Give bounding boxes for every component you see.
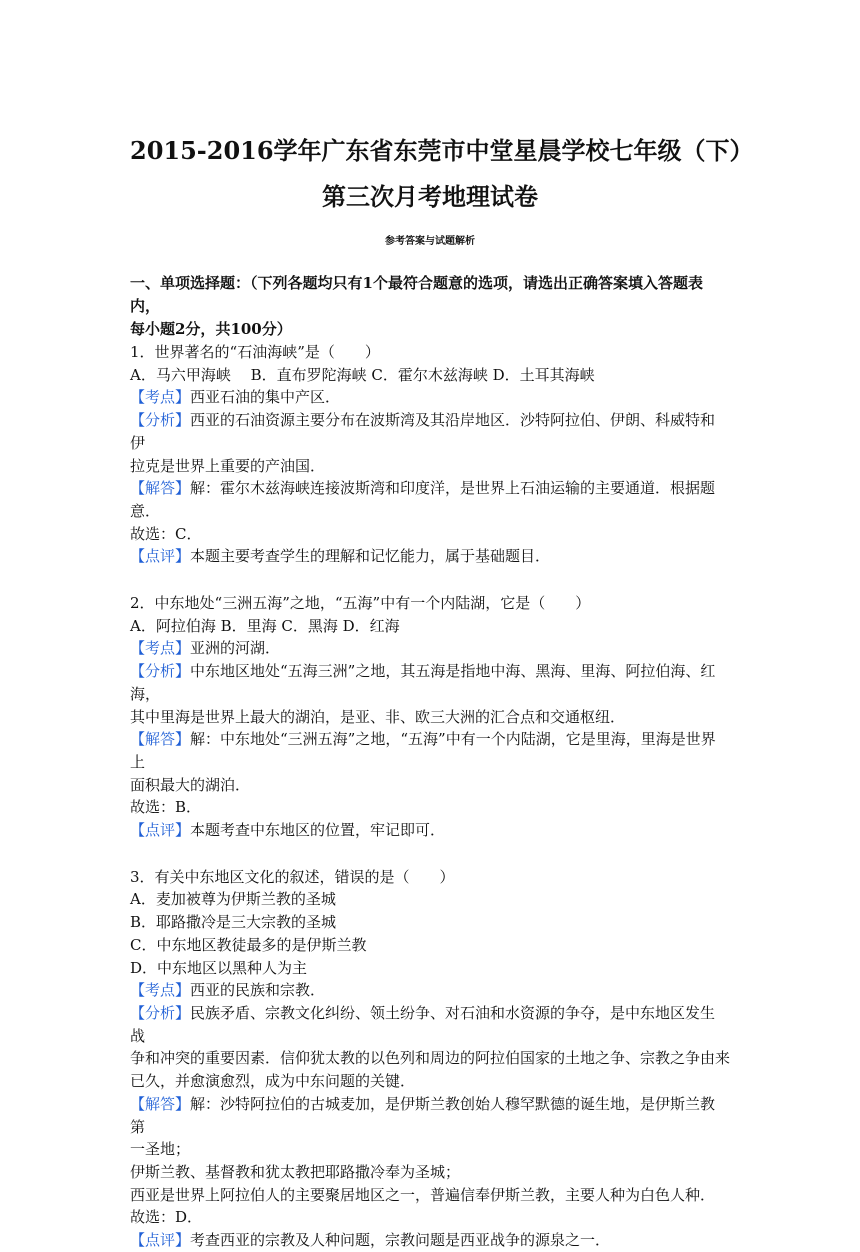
- question-options: A．马六甲海峡 B．直布罗陀海峡 C．霍尔木兹海峡 D．土耳其海峡: [130, 365, 595, 384]
- option-c: C．中东地区教徒最多的是伊斯兰教: [130, 935, 367, 954]
- fenxi-tag: 【分析】: [130, 1003, 191, 1022]
- page-title-line2: 第三次月考地理试卷: [322, 182, 538, 211]
- dianping-text: 本题主要考查学生的理解和记忆能力，属于基础题目．: [190, 547, 551, 566]
- dianping-tag: 【点评】: [130, 821, 191, 840]
- kaodian-text: 西亚石油的集中产区．: [190, 388, 341, 407]
- dianping-tag: 【点评】: [130, 1231, 191, 1250]
- answer-line: 故选：D．: [130, 1208, 203, 1227]
- jieda-line-cont: 西亚是世界上阿拉伯人的主要聚居地区之一，普遍信奉伊斯兰教，主要人种为白色人种．: [130, 1185, 716, 1204]
- fenxi-tag: 【分析】: [130, 662, 191, 681]
- kaodian-line: [130, 386, 730, 409]
- answer-line: 故选：B．: [130, 798, 202, 817]
- question-stem: 1．世界著名的“石油海峡”是（ ）: [130, 343, 380, 361]
- dianping-text: 本题考查中东地区的位置，牢记即可．: [190, 821, 446, 840]
- exam-page: [130, 128, 754, 1252]
- kaodian-text: 亚洲的河湖．: [190, 639, 281, 658]
- kaodian-line: [130, 637, 730, 660]
- question-options: A．阿拉伯海 B．里海 C．黑海 D．红海: [130, 616, 400, 635]
- kaodian-text: 西亚的民族和宗教．: [190, 981, 326, 1000]
- jieda-tag: 【解答】: [130, 730, 191, 749]
- fenxi-text: 中东地区地处“五海三洲”之地，其五海是指地中海、黑海、里海、阿拉伯海、红海，: [130, 662, 716, 703]
- dianping-line: [130, 545, 730, 568]
- fenxi-line-cont: 争和冲突的重要因素．信仰犹太教的以色列和周边的阿拉伯国家的土地之争、宗教之争由来: [130, 1049, 731, 1068]
- fenxi-line-cont: 拉克是世界上重要的产油国．: [130, 456, 326, 475]
- jieda-tag: 【解答】: [130, 1094, 191, 1113]
- question-1: [130, 341, 730, 568]
- jieda-line-cont: 一圣地；: [130, 1140, 191, 1159]
- fenxi-line-cont: 其中里海是世界上最大的湖泊，是亚、非、欧三大洲的汇合点和交通枢纽．: [130, 707, 626, 726]
- jieda-line: [130, 728, 730, 773]
- fenxi-line: [130, 660, 730, 705]
- question-2: [130, 592, 730, 842]
- answer-line: 故选：C．: [130, 524, 202, 543]
- jieda-line: [130, 477, 730, 522]
- kaodian-tag: 【考点】: [130, 639, 191, 658]
- fenxi-line: [130, 1002, 730, 1047]
- kaodian-line: [130, 979, 730, 1002]
- question-stem: 2．中东地处“三洲五海”之地，“五海”中有一个内陆湖，它是（ ）: [130, 594, 591, 613]
- fenxi-tag: 【分析】: [130, 411, 191, 430]
- jieda-text: 解：沙特阿拉伯的古城麦加，是伊斯兰教创始人穆罕默德的诞生地，是伊斯兰教第: [130, 1094, 716, 1136]
- dianping-tag: 【点评】: [130, 547, 191, 566]
- kaodian-tag: 【考点】: [130, 981, 191, 1000]
- option-d: D．中东地区以黑种人为主: [130, 958, 308, 977]
- fenxi-line: [130, 409, 730, 454]
- dianping-text: 考查西亚的宗教及人种问题，宗教问题是西亚战争的源泉之一．: [190, 1231, 611, 1250]
- section-title-line2: 每小题2分，共100分）: [130, 320, 292, 338]
- page-title-line1: 2015-2016学年广东省东莞市中堂星晨学校七年级（下）: [130, 136, 754, 165]
- question-stem: 3．有关中东地区文化的叙述，错误的是（ ）: [130, 867, 455, 886]
- fenxi-text: 西亚的石油资源主要分布在波斯湾及其沿岸地区．沙特阿拉伯、伊朗、科威特和伊: [130, 411, 716, 452]
- dianping-line: [130, 819, 730, 842]
- jieda-line-cont: 伊斯兰教、基督教和犹太教把耶路撒冷奉为圣城；: [130, 1162, 461, 1181]
- jieda-line-cont: 面积最大的湖泊．: [130, 775, 251, 794]
- jieda-line: [130, 1093, 730, 1138]
- dianping-line: [130, 1229, 730, 1252]
- question-3: [130, 866, 730, 1252]
- fenxi-text: 民族矛盾、宗教文化纠纷、领土纷争、对石油和水资源的争夺，是中东地区发生战: [130, 1003, 716, 1045]
- page-subtitle: 参考答案与试题解析: [385, 236, 475, 247]
- option-b: B．耶路撒冷是三大宗教的圣城: [130, 913, 337, 932]
- section-title-line1: 一、单项选择题：（下列各题均只有1个最符合题意的选项，请选出正确答案填入答题表内，: [130, 274, 703, 315]
- option-a: A．麦加被尊为伊斯兰教的圣城: [130, 890, 336, 909]
- section-title: [130, 272, 730, 341]
- kaodian-tag: 【考点】: [130, 388, 191, 407]
- jieda-text: 解：霍尔木兹海峡连接波斯湾和印度洋，是世界上石油运输的主要通道．根据题意．: [130, 479, 716, 520]
- fenxi-line-cont: 已久，并愈演愈烈，成为中东问题的关键．: [130, 1072, 416, 1091]
- jieda-text: 解：中东地处“三洲五海”之地，“五海”中有一个内陆湖，它是里海，里海是世界上: [130, 730, 716, 771]
- jieda-tag: 【解答】: [130, 479, 191, 498]
